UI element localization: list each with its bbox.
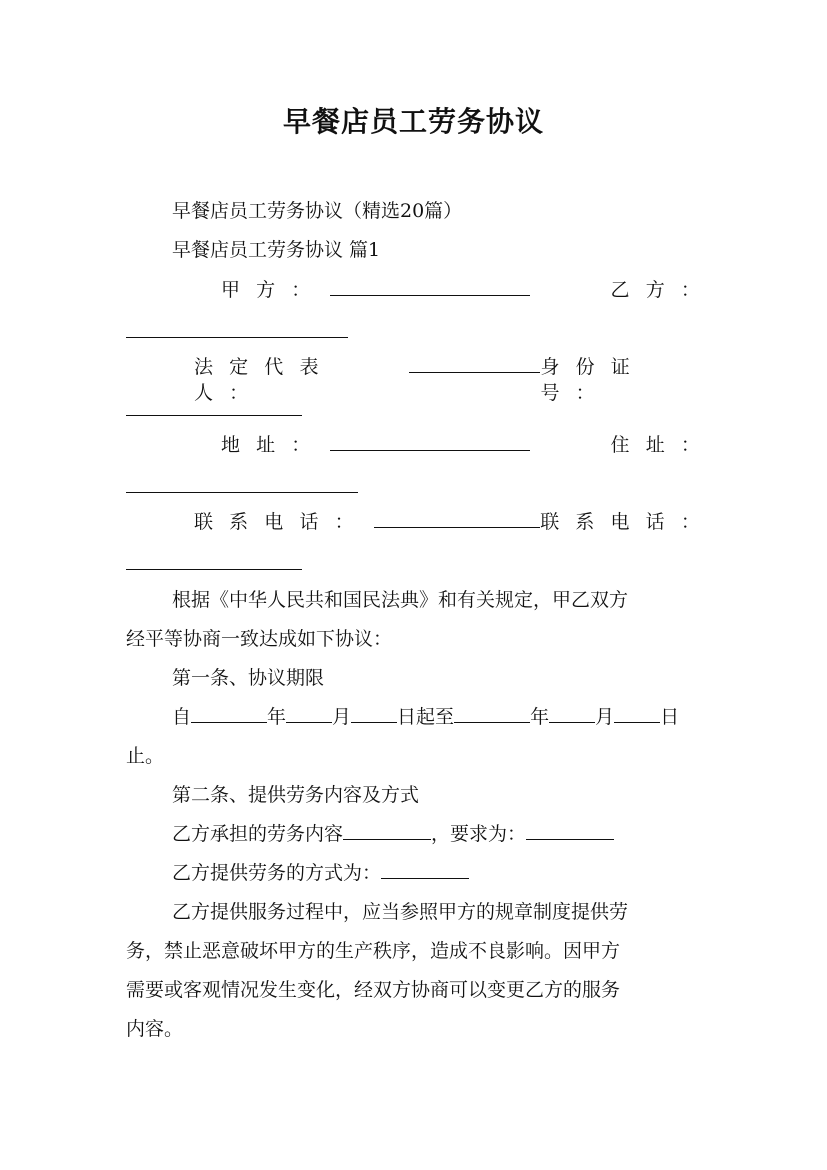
phone-b-blank bbox=[126, 568, 302, 570]
period-year-2: 年 bbox=[530, 706, 550, 728]
method-label: 乙方提供劳务的方式为： bbox=[172, 862, 382, 884]
period-month: 月 bbox=[332, 706, 352, 728]
residence-label: 住址： bbox=[610, 434, 716, 456]
phone-row bbox=[126, 509, 716, 535]
blank-month-end bbox=[549, 704, 595, 723]
basis-line-2: 经平等协商一致达成如下协议： bbox=[126, 628, 393, 650]
article-2-para-line-3: 需要或客观情况发生变化，经双方协商可以变更乙方的服务 bbox=[126, 979, 621, 1001]
legal-rep-blank bbox=[409, 354, 541, 373]
article-2-content-row bbox=[172, 821, 614, 847]
chapter-heading: 早餐店员工劳务协议 篇1 bbox=[172, 239, 381, 261]
party-b-label: 乙方： bbox=[610, 279, 716, 301]
party-b-blank bbox=[126, 336, 348, 338]
article-2-para-line-4: 内容。 bbox=[126, 1018, 184, 1040]
content-label: 乙方承担的劳务内容 bbox=[172, 823, 344, 845]
basis-line-1: 根据《中华人民共和国民法典》和有关规定，甲乙双方 bbox=[172, 589, 629, 611]
article-1-title: 第一条、协议期限 bbox=[172, 667, 325, 689]
requirement-label: ，要求为： bbox=[431, 823, 527, 845]
period-day-to: 日起至 bbox=[397, 706, 455, 728]
document-title: 早餐店员工劳务协议 bbox=[282, 105, 544, 138]
period-year: 年 bbox=[267, 706, 287, 728]
address-label: 地址： bbox=[221, 434, 327, 456]
content-blank bbox=[343, 821, 431, 840]
legal-rep-row bbox=[126, 354, 700, 406]
blank-year-end bbox=[454, 704, 530, 723]
residence-blank bbox=[126, 491, 358, 493]
id-no-blank bbox=[126, 414, 302, 416]
article-2-method-row bbox=[172, 860, 469, 886]
period-month-2: 月 bbox=[595, 706, 615, 728]
article-2-para-line-2: 务，禁止恶意破坏甲方的生产秩序，造成不良影响。因甲方 bbox=[126, 940, 621, 962]
period-from: 自 bbox=[172, 706, 192, 728]
blank-month-start bbox=[286, 704, 332, 723]
phone-a-label: 联系电话： bbox=[194, 511, 370, 533]
party-row bbox=[126, 277, 716, 303]
address-blank bbox=[330, 432, 530, 451]
party-a-blank bbox=[330, 277, 530, 296]
phone-a-blank bbox=[374, 509, 540, 528]
requirement-blank bbox=[526, 821, 614, 840]
article-2-para-line-1: 乙方提供服务过程中，应当参照甲方的规章制度提供劳 bbox=[172, 901, 629, 923]
legal-rep-label: 法定代表人： bbox=[194, 356, 335, 404]
blank-day-start bbox=[351, 704, 397, 723]
period-end: 止。 bbox=[126, 745, 165, 767]
method-blank bbox=[381, 860, 469, 879]
id-no-label: 身份证号： bbox=[540, 356, 646, 404]
blank-year-start bbox=[191, 704, 267, 723]
blank-day-end bbox=[614, 704, 660, 723]
party-a-label: 甲方： bbox=[221, 279, 327, 301]
article-1-period bbox=[172, 704, 679, 730]
subtitle: 早餐店员工劳务协议（精选20篇） bbox=[172, 200, 463, 222]
article-2-title: 第二条、提供劳务内容及方式 bbox=[172, 784, 420, 806]
address-row bbox=[126, 432, 716, 458]
period-day-2: 日 bbox=[660, 706, 680, 728]
phone-b-label: 联系电话： bbox=[540, 511, 716, 533]
